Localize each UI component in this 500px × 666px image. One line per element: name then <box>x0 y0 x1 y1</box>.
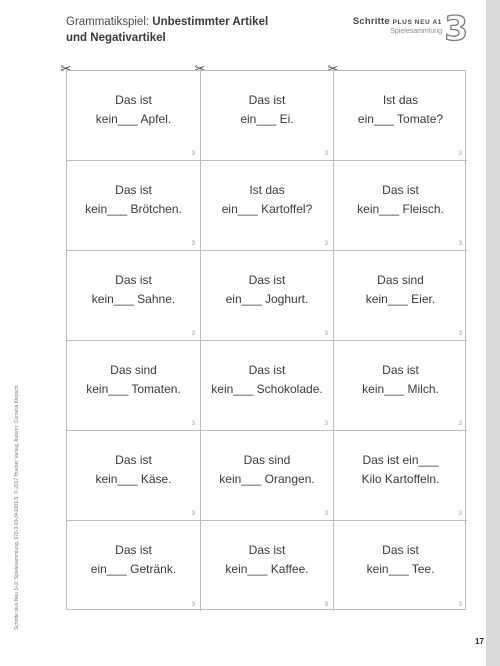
card-line-1: Ist das <box>249 183 285 197</box>
card-line-2: kein___ Käse. <box>95 472 172 486</box>
card-line-1: Das ist <box>248 93 286 107</box>
word-card <box>334 431 467 521</box>
card-sentence <box>334 91 467 129</box>
card-sentence <box>201 271 333 309</box>
page-number: 17 <box>475 637 484 646</box>
card-sentence <box>201 91 333 129</box>
card-line-2: kein___ Eier. <box>365 292 436 306</box>
page-edge-strip <box>486 0 500 666</box>
card-sentence <box>67 91 200 129</box>
word-card <box>201 71 334 161</box>
card-line-1: Das sind <box>377 273 424 287</box>
card-line-2: ein___ Getränk. <box>90 562 177 576</box>
card-line-1: Das sind <box>110 363 157 377</box>
card-line-2: ein___ Ei. <box>240 112 294 126</box>
copyright-side-text: Schritte plus Neu 1+2, Spielesammlung, 978-3-19-341081-5, © 2017 Hueber Verlag, Autorin: Cornelia Klepsch <box>14 385 20 630</box>
card-level-number: 3 <box>191 331 195 337</box>
card-line-1: Das ist ein___ <box>362 453 439 467</box>
card-line-1: Das ist <box>115 453 152 467</box>
card-line-1: Das ist <box>115 543 152 557</box>
card-sentence <box>67 361 200 399</box>
card-sentence <box>201 541 333 579</box>
card-line-1: Das ist <box>382 183 419 197</box>
word-card <box>67 431 201 521</box>
card-level-number: 3 <box>191 151 195 157</box>
brand-block <box>353 16 442 35</box>
card-line-1: Das ist <box>382 363 419 377</box>
word-card <box>201 251 334 341</box>
word-card <box>201 431 334 521</box>
card-line-1: Das ist <box>115 93 152 107</box>
card-line-2: kein___ Tee. <box>366 562 435 576</box>
card-level-number: 3 <box>458 331 462 337</box>
card-sentence <box>201 181 333 219</box>
card-line-2: kein___ Fleisch. <box>357 202 444 216</box>
card-sentence <box>334 361 467 399</box>
scissors-icon: ✂ <box>60 61 72 76</box>
brand-subtitle: Spielesammlung <box>390 28 442 35</box>
brand-plus-text: PLUS NEU A1 <box>392 19 442 26</box>
card-line-1: Das ist <box>115 183 152 197</box>
title-prefix: Grammatikspiel: <box>66 16 153 28</box>
word-card <box>334 251 467 341</box>
card-sentence <box>334 451 467 489</box>
page-header <box>66 9 486 54</box>
card-level-number: 3 <box>324 151 328 157</box>
card-level-number: 3 <box>458 151 462 157</box>
card-level-number: 3 <box>458 511 462 517</box>
card-sentence <box>334 541 467 579</box>
title-bold-line-1: Unbestimmter Artikel <box>152 16 269 28</box>
card-level-number: 3 <box>324 602 328 608</box>
card-sentence <box>67 541 200 579</box>
scissors-icon: ✂ <box>194 61 206 76</box>
card-level-number: 3 <box>324 511 328 517</box>
card-line-1: Das ist <box>115 273 152 287</box>
brand-name-text: Schritte <box>352 16 390 27</box>
card-sentence <box>201 451 333 489</box>
card-line-1: Das ist <box>248 273 286 287</box>
card-line-2: kein___ Tomaten. <box>86 382 181 396</box>
title-bold-line-2: und Negativartikel <box>66 32 166 44</box>
scissors-icon: ✂ <box>327 61 339 76</box>
card-level-number: 3 <box>324 241 328 247</box>
card-level-number: 3 <box>191 421 195 427</box>
card-level-number: 3 <box>191 602 195 608</box>
word-card <box>334 521 467 611</box>
word-card <box>334 71 467 161</box>
word-card <box>67 251 201 341</box>
word-card <box>201 341 334 431</box>
card-sentence <box>334 181 467 219</box>
card-line-2: kein___ Brötchen. <box>85 202 182 216</box>
card-level-number: 3 <box>458 241 462 247</box>
card-sentence <box>67 451 200 489</box>
card-level-number: 3 <box>191 511 195 517</box>
word-card <box>67 341 201 431</box>
card-level-number: 3 <box>191 241 195 247</box>
card-line-1: Das ist <box>382 543 419 557</box>
card-line-1: Ist das <box>382 93 419 107</box>
card-sentence <box>334 271 467 309</box>
card-sentence <box>201 361 333 399</box>
card-level-number: 3 <box>324 421 328 427</box>
card-sentence <box>67 181 200 219</box>
card-line-2: ein___ Joghurt. <box>225 292 309 306</box>
brand-level-digit: 3 <box>444 9 468 49</box>
card-line-2: kein___ Milch. <box>362 382 439 396</box>
page-title <box>66 14 268 46</box>
word-card <box>67 521 201 611</box>
card-level-number: 3 <box>458 421 462 427</box>
card-line-2: Kilo Kartoffeln. <box>361 472 440 486</box>
card-line-2: ein___ Kartoffel? <box>221 202 313 216</box>
brand-name <box>353 16 442 27</box>
card-level-number: 3 <box>458 602 462 608</box>
card-line-2: kein___ Kaffee. <box>225 562 309 576</box>
word-card <box>334 161 467 251</box>
word-card <box>334 341 467 431</box>
card-sentence <box>67 271 200 309</box>
card-line-2: kein___ Apfel. <box>95 112 172 126</box>
word-card <box>67 161 201 251</box>
word-card <box>67 71 201 161</box>
card-line-2: kein___ Orangen. <box>219 472 315 486</box>
word-card <box>201 161 334 251</box>
card-line-1: Das sind <box>243 453 291 467</box>
card-line-2: kein___ Sahne. <box>91 292 176 306</box>
word-card <box>201 521 334 611</box>
card-line-2: ein___ Tomate? <box>357 112 444 126</box>
card-line-2: kein___ Schokolade. <box>211 382 323 396</box>
card-line-1: Das ist <box>248 363 286 377</box>
card-grid <box>66 70 466 610</box>
card-line-1: Das ist <box>248 543 286 557</box>
card-level-number: 3 <box>324 331 328 337</box>
